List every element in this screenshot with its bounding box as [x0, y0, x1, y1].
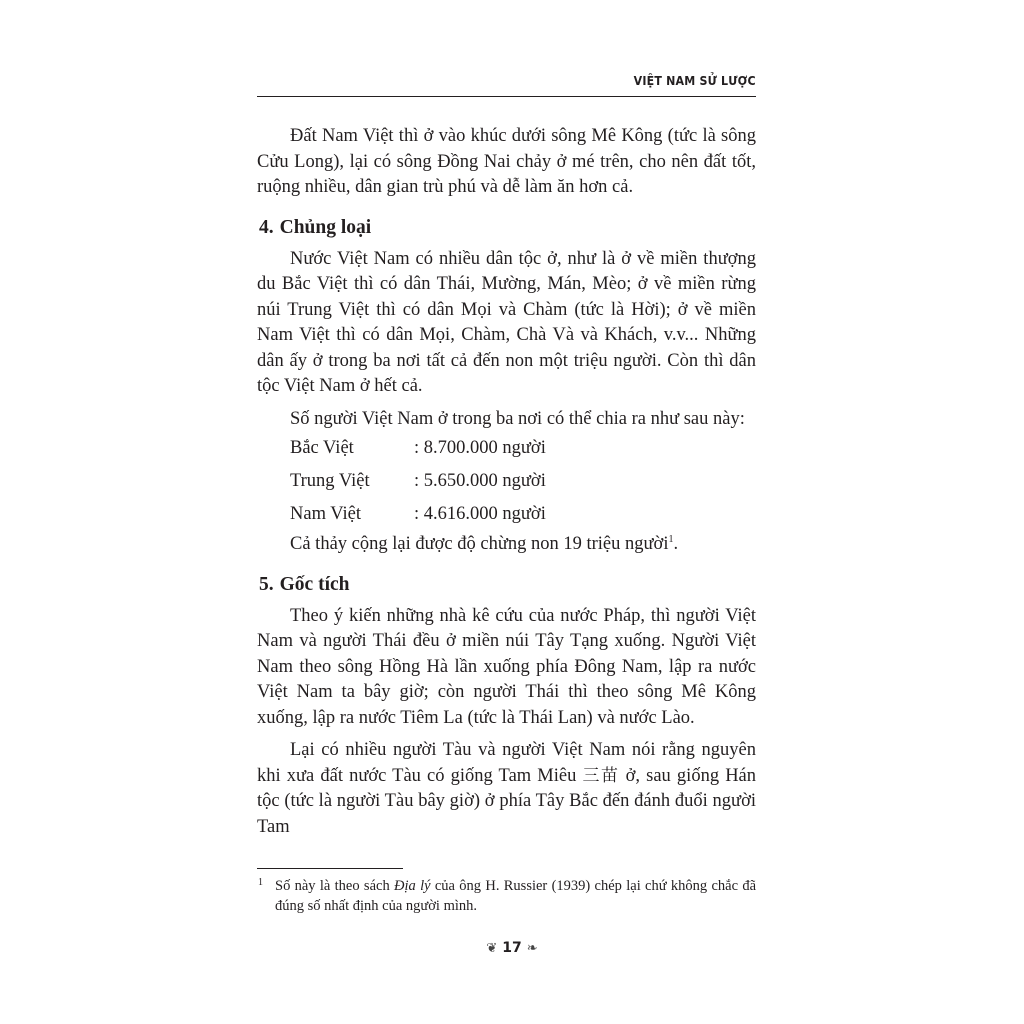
folio-ornament-right-icon: ❧ [526, 941, 538, 956]
section-4-heading [257, 214, 756, 242]
header-rule [257, 96, 756, 97]
page-number: 17 [502, 940, 522, 956]
section-5-number: 5. [259, 573, 274, 595]
footnote-text-start: Số này là theo sách [275, 878, 395, 894]
section-5-paragraph-2-start: Lại có nhiều người Tàu và người Việt Nam nói rằng nguyên khi xưa đất nước Tàu có giống Tam Miêu [257, 740, 756, 786]
section-4-number: 4. [259, 216, 274, 238]
population-total-text: Cả thảy cộng lại được độ chừng non 19 triệu người [290, 534, 669, 554]
population-total-end: . [673, 534, 679, 554]
footnote-text-end: của ông H. Russier (1939) chép lại chứ không chắc đã đúng số nhất định của người mình. [275, 878, 757, 914]
population-row [257, 498, 756, 531]
population-intro: Số người Việt Nam ở trong ba nơi có thể chia ra như sau này: [290, 408, 745, 429]
running-header: VIỆT NAM SỬ LƯỢC [633, 74, 756, 88]
page-folio [0, 940, 1024, 956]
footnote-rule [257, 868, 403, 869]
region-population: : 4.616.000 người [414, 503, 546, 524]
region-name: Trung Việt [290, 470, 370, 491]
region-population: : 5.650.000 người [414, 470, 546, 491]
body-text [257, 124, 756, 840]
population-row [257, 465, 756, 498]
population-total [257, 532, 756, 558]
footnote-mark: 1 [258, 877, 263, 888]
intro-paragraph: Đất Nam Việt thì ở vào khúc dưới sông Mê Kông (tức là sông Cửu Long), lại có sông Đồng Nai chảy ở mé trên, cho nên đất tốt, ruộng nhiều, dân gian trù phú và dễ làm ăn hơn cả. [257, 126, 756, 197]
section-5-paragraph-2 [257, 738, 756, 840]
section-5-paragraph-2-end: ở, sau giống Hán tộc (tức là người Tàu bây giờ) ở phía Tây Bắc đến đánh đuổi người Tam [257, 765, 757, 837]
footnote-reference[interactable]: 1 [668, 533, 674, 545]
population-row [257, 432, 756, 465]
section-5-heading [257, 571, 756, 599]
footnote-book-title: Địa lý [394, 878, 431, 894]
section-4-paragraph: Nước Việt Nam có nhiều dân tộc ở, như là ở về miền thượng du Bắc Việt thì có dân Thái, Mường, Mán, Mèo; ở về miền rừng núi Trung Việt thì có dân Mọi và Chàm (tức là Hời); ở về miền Nam Việt thì có dân Mọi, Chàm, Chà Và và Khách, v.v... Những dân ấy ở trong ba nơi tất cả đến non một triệu người. Còn thì dân tộc Việt Nam ở hết cả. [257, 248, 756, 396]
population-table [257, 432, 756, 531]
region-population: : 8.700.000 người [414, 437, 546, 458]
section-4-title: Chủng loại [279, 216, 372, 238]
region-name: Nam Việt [290, 503, 361, 524]
footnote [257, 876, 756, 916]
chinese-characters: 三苗 [582, 765, 620, 786]
section-5-title: Gốc tích [279, 573, 350, 595]
section-5-paragraph-1: Theo ý kiến những nhà kê cứu của nước Pháp, thì người Việt Nam và người Thái đều ở miền núi Tây Tạng xuống. Người Việt Nam theo sông Hồng Hà lần xuống phía Đông Nam, lập ra nước Việt Nam ta bây giờ; còn người Thái thì theo sông Mê Kông xuống, lập ra nước Tiêm La (tức là Thái Lan) và nước Lào. [257, 605, 756, 728]
region-name: Bắc Việt [290, 437, 354, 458]
folio-ornament-left-icon: ❦ [486, 941, 498, 956]
